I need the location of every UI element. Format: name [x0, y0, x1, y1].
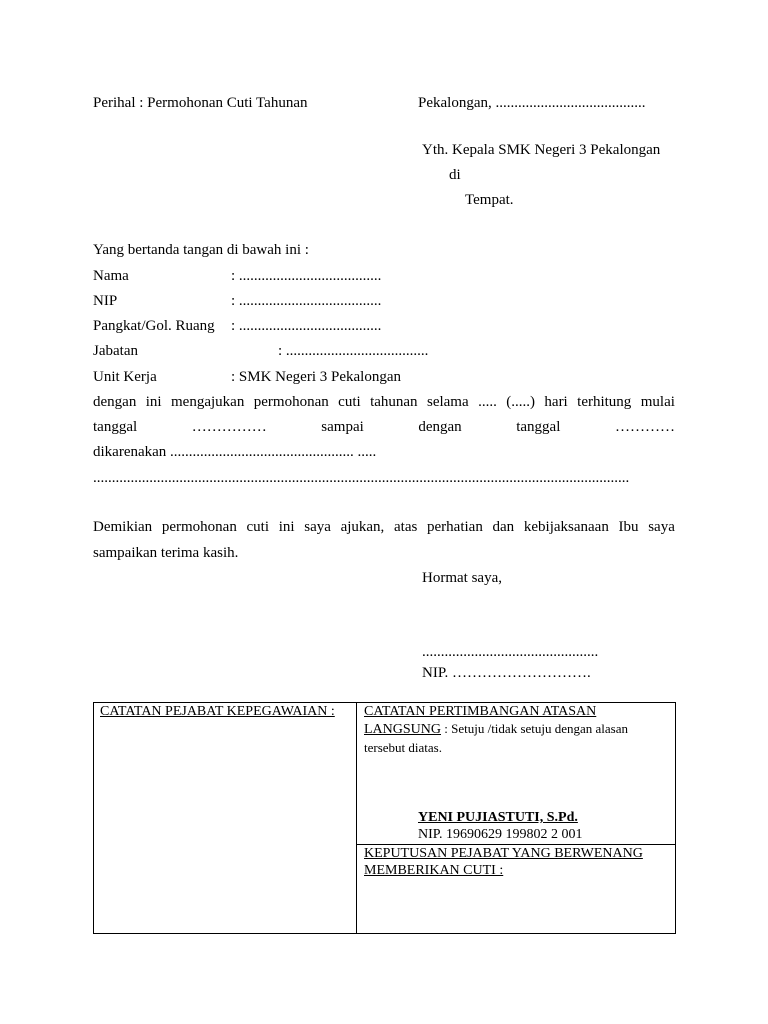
field-label-nama: Nama	[93, 268, 129, 284]
recipient-place: Tempat.	[465, 192, 514, 208]
request-line-2: tanggal …………… sampai dengan tanggal …………	[93, 419, 675, 435]
field-value-nip: : ......................................	[231, 293, 382, 309]
table-divider-vertical	[356, 702, 357, 934]
official-name: YENI PUJIASTUTI, S.Pd.	[418, 810, 578, 825]
recipient-di: di	[449, 167, 461, 183]
subject-label: Perihal	[93, 95, 136, 111]
signer-name-line: ...............................................	[422, 644, 599, 660]
field-value-jabatan: : ......................................	[278, 343, 429, 359]
field-value-unit: : SMK Negeri 3 Pekalongan	[231, 369, 401, 385]
signer-nip-line: NIP. ……………………….	[422, 665, 591, 681]
reason-continuation-line: ...............................................................................................................................................	[93, 470, 630, 486]
place-date: Pekalongan, ........................................	[418, 95, 646, 111]
field-label-pangkat: Pangkat/Gol. Ruang	[93, 318, 215, 334]
official-nip: NIP. 19690629 199802 2 001	[418, 827, 583, 842]
field-label-nip: NIP	[93, 293, 118, 309]
reason-line: dikarenakan ................................................. .....	[93, 444, 377, 460]
recipient-title: Yth. Kepala SMK Negeri 3 Pekalongan	[422, 142, 661, 158]
subject-line	[93, 94, 308, 112]
regards-text: Hormat saya,	[422, 570, 502, 586]
field-value-pangkat: : ......................................	[231, 318, 382, 334]
hr-notes-header: CATATAN PEJABAT KEPEGAWAIAN :	[100, 704, 335, 719]
field-label-unit: Unit Kerja	[93, 369, 157, 385]
decision-header: KEPUTUSAN PEJABAT YANG BERWENANG	[364, 846, 643, 861]
supervisor-notes-header: CATATAN PERTIMBANGAN ATASAN	[364, 704, 597, 719]
supervisor-notes-line3: tersebut diatas.	[364, 740, 442, 755]
field-label-jabatan: Jabatan	[93, 343, 138, 359]
subject-value: Permohonan Cuti Tahunan	[147, 95, 308, 111]
subject-separator: :	[139, 95, 144, 111]
closing-line-1: Demikian permohonan cuti ini saya ajukan, atas perhatian dan kebijaksanaan Ibu saya	[93, 519, 675, 535]
request-line-1: dengan ini mengajukan permohonan cuti tahunan selama ..... (.....) hari terhitung mulai	[93, 394, 675, 410]
decision-header-line2: MEMBERIKAN CUTI :	[364, 863, 504, 878]
closing-line-2: sampaikan terima kasih.	[93, 545, 239, 561]
supervisor-notes-line2: LANGSUNG : Setuju /tidak setuju dengan alasan	[364, 721, 629, 737]
field-value-nama: : ......................................	[231, 268, 382, 284]
intro-text: Yang bertanda tangan di bawah ini :	[93, 242, 309, 258]
